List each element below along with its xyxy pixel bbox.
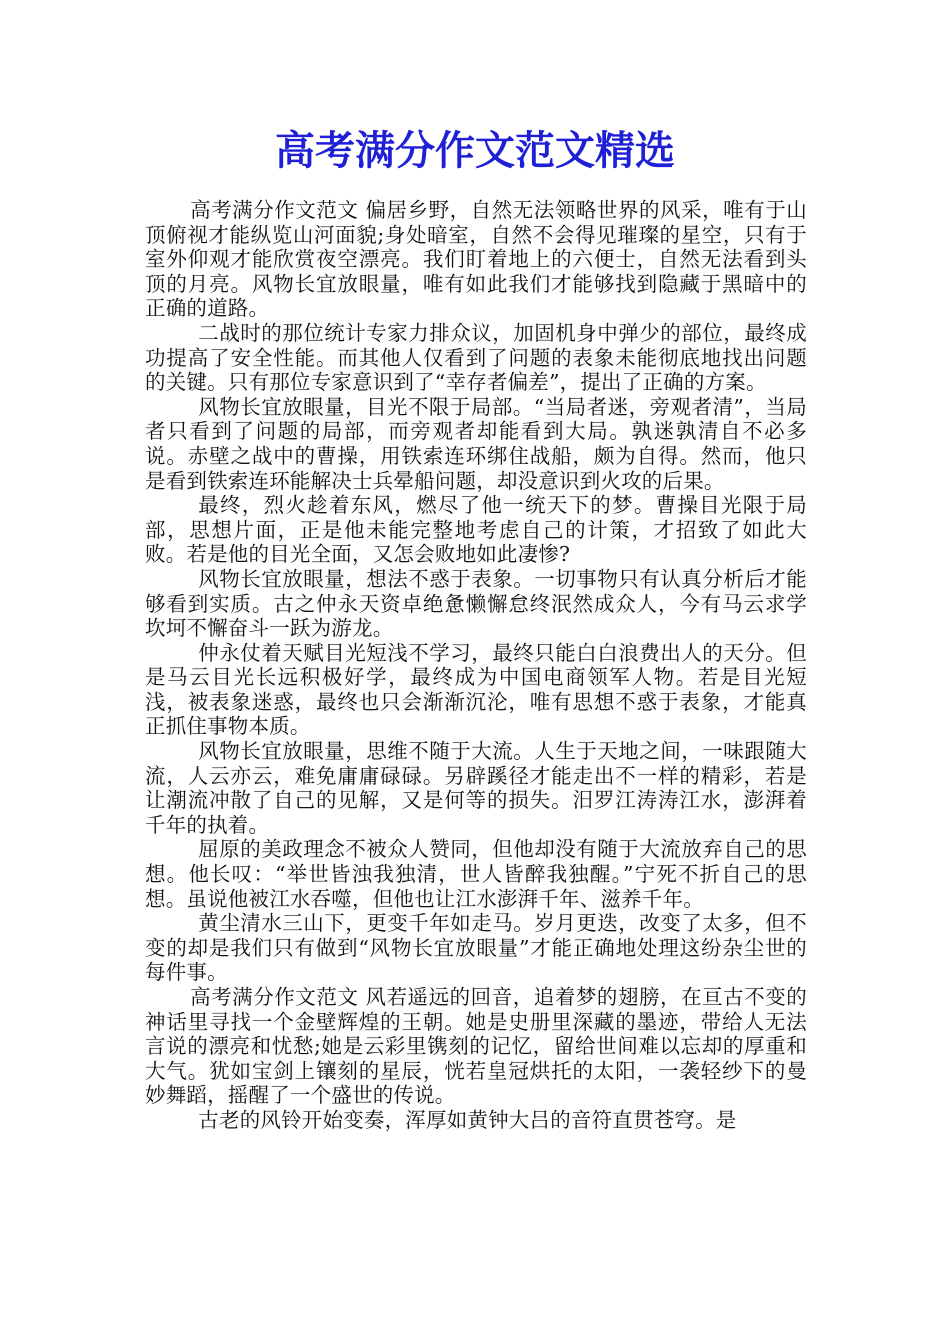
paragraph: 古老的风铃开始变奏，浑厚如黄钟大吕的音符直贯苍穹。是	[198, 1107, 737, 1132]
paragraph: 仲永仗着天赋目光短浅不学习，最终只能白白浪费出人的天分。但是马云目光长远积极好学，最终成为中国电商领军人物。若是目光短浅，被表象迷惑，最终也只会渐渐沉沦，唯有思想不惑于表象，才能真正抓住事物本质。	[145, 640, 807, 739]
document-title: 高考满分作文范文精选	[275, 127, 675, 174]
paragraph: 最终，烈火趁着东风，燃尽了他一统天下的梦。曹操目光限于局部，思想片面，正是他未能完整地考虑自己的计策，才招致了如此大败。若是他的目光全面，又怎会败地如此凄惨?	[145, 493, 807, 567]
document-body	[145, 198, 807, 1133]
paragraph: 屈原的美政理念不被众人赞同，但他却没有随于大流放弃自己的思想。他长叹：“举世皆浊我独清，世人皆醉我独醒。”宁死不折自己的思想。虽说他被江水吞噬，但他也让江水澎湃千年、滋养千年。	[145, 837, 807, 911]
paragraph: 风物长宜放眼量，目光不限于局部。“当局者迷，旁观者清”，当局者只看到了问题的局部，而旁观者却能看到大局。孰迷孰清自不必多说。赤壁之战中的曹操，用铁索连环绑住战船，颇为自得。然而，他只是看到铁索连环能解决士兵晕船问题，却没意识到火攻的后果。	[145, 394, 807, 493]
paragraph: 高考满分作文范文 偏居乡野，自然无法领略世界的风采，唯有于山顶俯视才能纵览山河面貌;身处暗室，自然不会得见璀璨的星空，只有于室外仰观才能欣赏夜空漂亮。我们盯着地上的六便士，自然无法看到头顶的月亮。风物长宜放眼量，唯有如此我们才能够找到隐藏于黑暗中的正确的道路。	[145, 198, 807, 321]
paragraph: 风物长宜放眼量，思维不随于大流。人生于天地之间，一味跟随大流，人云亦云，难免庸庸碌碌。另辟蹊径才能走出不一样的精彩，若是让潮流冲散了自己的见解，又是何等的损失。汨罗江涛涛江水，澎湃着千年的执着。	[145, 739, 807, 837]
paragraph: 二战时的那位统计专家力排众议，加固机身中弹少的部位，最终成功提高了安全性能。而其他人仅看到了问题的表象未能彻底地找出问题的关键。只有那位专家意识到了“幸存者偏差”，提出了正确的方案。	[145, 320, 807, 395]
paragraph: 风物长宜放眼量，想法不惑于表象。一切事物只有认真分析后才能够看到实质。古之仲永天资卓绝惫懒懈怠终泯然成众人，今有马云求学坎坷不懈奋斗一跃为游龙。	[145, 566, 807, 641]
paragraph: 黄尘清水三山下，更变千年如走马。岁月更迭，改变了太多，但不变的却是我们只有做到“风物长宜放眼量”才能正确地处理这纷杂尘世的每件事。	[145, 911, 807, 985]
paragraph: 高考满分作文范文 风若遥远的回音，追着梦的翅膀，在亘古不变的神话里寻找一个金壁辉煌的王朝。她是史册里深藏的墨迹，带给人无法言说的漂亮和忧愁;她是云彩里镌刻的记忆，留给世间难以忘却的厚重和大气。犹如宝剑上镶刻的星辰，恍若皇冠烘托的太阳，一袭轻纱下的曼妙舞蹈，摇醒了一个盛世的传说。	[145, 985, 807, 1108]
